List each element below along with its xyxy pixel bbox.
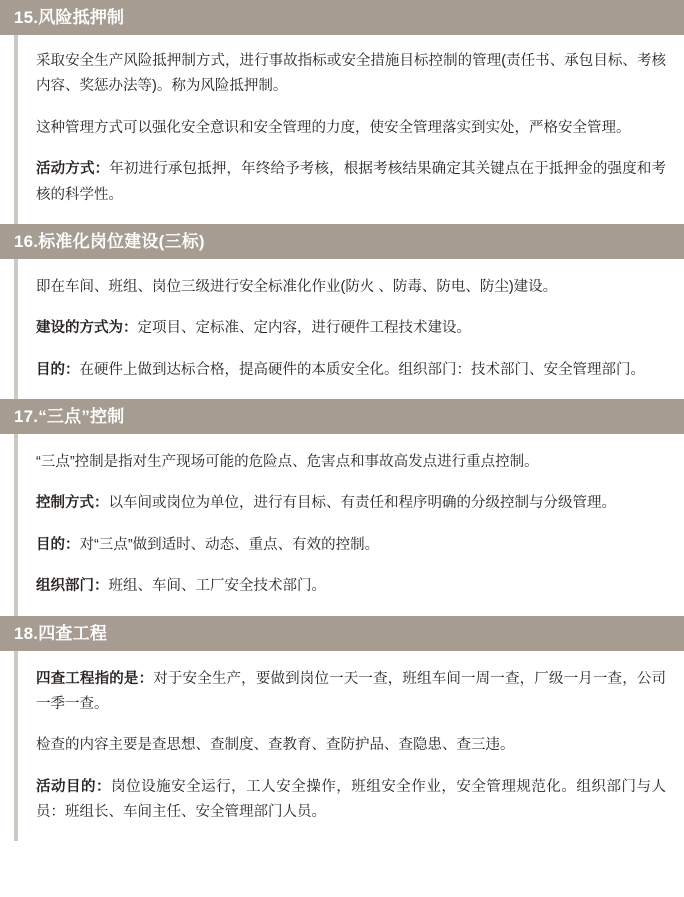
paragraph-lead: 活动目的： [36, 778, 112, 795]
paragraph-text: 在硬件上做到达标合格，提高硬件的本质安全化。组织部门：技术部门、安全管理部门。 [79, 361, 645, 378]
paragraph [36, 275, 666, 300]
section-15 [0, 0, 684, 224]
paragraph-text: 定项目、定标准、定内容，进行硬件工程技术建设。 [137, 320, 471, 337]
paragraph-text: 对于安全生产，要做到岗位一天一查，班组车间一周一查，厂级一月一查，公司一季一查。 [36, 670, 667, 712]
paragraph [36, 775, 666, 826]
section-18-body [0, 651, 684, 842]
paragraph [36, 574, 666, 599]
section-15-body [0, 35, 684, 224]
paragraph [36, 667, 666, 718]
paragraph [36, 733, 666, 758]
paragraph [36, 491, 666, 516]
section-17-body [0, 434, 684, 616]
paragraph-lead: 组织部门： [36, 578, 109, 595]
paragraph-text: 班组、车间、工厂安全技术部门。 [108, 578, 326, 595]
section-16 [0, 224, 684, 399]
section-17 [0, 399, 684, 616]
paragraph-text: 采取安全生产风险抵押制方式，进行事故指标或安全措施目标控制的管理(责任书、承包目标、考核内容、奖惩办法等)。称为风险抵押制。 [36, 53, 666, 95]
paragraph-text: 检查的内容主要是查思想、查制度、查教育、查防护品、查隐患、查三违。 [36, 737, 515, 754]
paragraph-text: 即在车间、班组、岗位三级进行安全标准化作业(防火 、防毒、防电、防尘)建设。 [36, 278, 558, 295]
paragraph-lead: 控制方式： [36, 495, 109, 512]
section-16-heading: 16.标准化岗位建设(三标) [0, 224, 684, 259]
paragraph-text: 这种管理方式可以强化安全意识和安全管理的力度，使安全管理落实到实处，严格安全管理。 [36, 119, 631, 136]
paragraph [36, 316, 666, 341]
paragraph [36, 157, 666, 208]
paragraph [36, 358, 666, 383]
paragraph-text: 岗位设施安全运行，工人安全操作，班组安全作业，安全管理规范化。组织部门与人员：班组长、车间主任、安全管理部门人员。 [36, 778, 666, 820]
paragraph-text: 年初进行承包抵押，年终给予考核，根据考核结果确定其关键点在于抵押金的强度和考核的科学性。 [36, 161, 667, 203]
paragraph-lead: 四查工程指的是： [36, 670, 154, 687]
section-15-heading: 15.风险抵押制 [0, 0, 684, 35]
paragraph-lead: 目的： [36, 361, 80, 378]
section-17-heading: 17.“三点”控制 [0, 399, 684, 434]
paragraph [36, 533, 666, 558]
paragraph-lead: 活动方式： [36, 161, 110, 178]
section-18 [0, 616, 684, 842]
paragraph-text: 以车间或岗位为单位，进行有目标、有责任和程序明确的分级控制与分级管理。 [108, 495, 616, 512]
paragraph-text: “三点”控制是指对生产现场可能的危险点、危害点和事故高发点进行重点控制。 [36, 454, 539, 470]
section-16-body [0, 259, 684, 399]
section-18-heading: 18.四查工程 [0, 616, 684, 651]
paragraph-lead: 目的： [36, 536, 80, 553]
paragraph-lead: 建设的方式为： [36, 320, 138, 337]
paragraph [36, 49, 666, 100]
paragraph [36, 450, 666, 475]
paragraph [36, 116, 666, 141]
paragraph-text: 对“三点”做到适时、动态、重点、有效的控制。 [79, 536, 380, 553]
